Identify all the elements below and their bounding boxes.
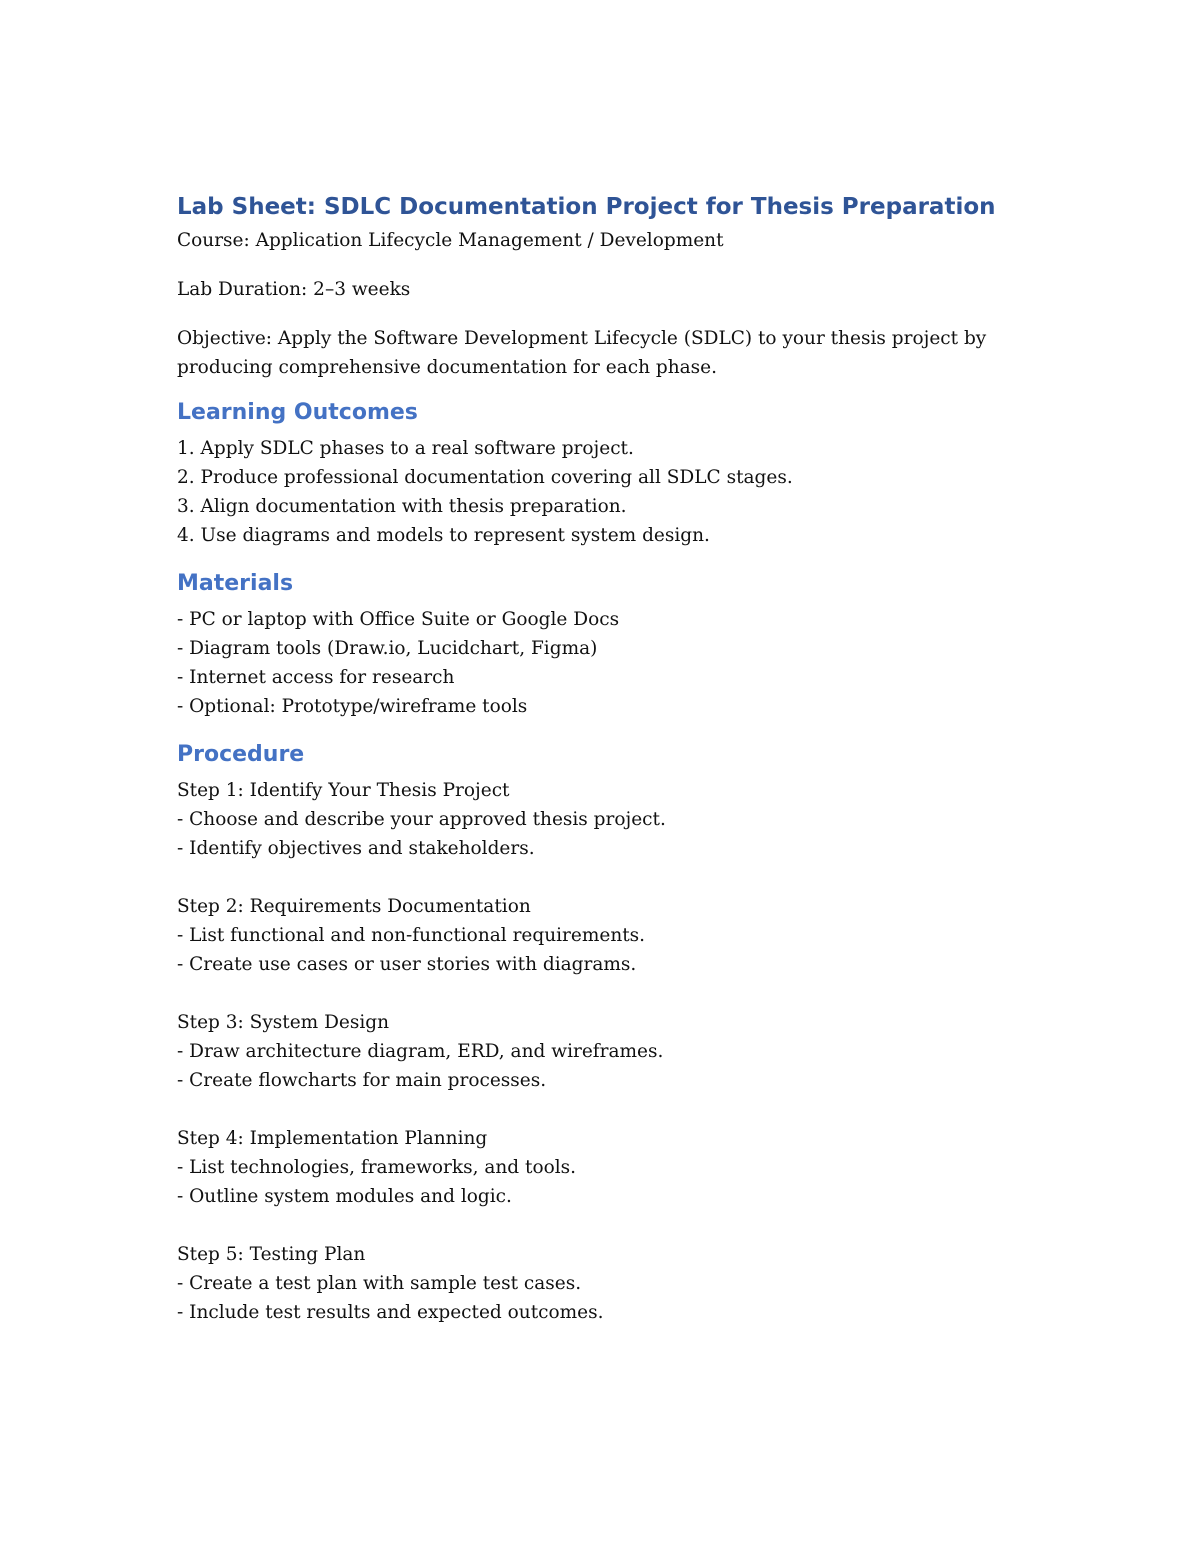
duration-line: Lab Duration: 2–3 weeks — [177, 279, 411, 300]
step-item: - List technologies, frameworks, and tools. — [177, 1157, 577, 1178]
list-item: 2. Produce professional documentation covering all SDLC stages. — [177, 467, 793, 488]
step-title: Step 2: Requirements Documentation — [177, 896, 531, 917]
materials-heading: Materials — [177, 571, 294, 596]
list-item: - PC or laptop with Office Suite or Google Docs — [177, 609, 620, 630]
step-title: Step 5: Testing Plan — [177, 1244, 366, 1265]
objective-paragraph: Objective: Apply the Software Development Lifecycle (SDLC) to your thesis project by producing comprehensive documentation for each phase. — [177, 328, 987, 378]
list-item: 3. Align documentation with thesis preparation. — [177, 496, 627, 517]
procedure-step-2 — [177, 892, 1017, 979]
list-item: - Diagram tools (Draw.io, Lucidchart, Figma) — [177, 638, 598, 659]
step-title: Step 4: Implementation Planning — [177, 1128, 488, 1149]
list-item: - Internet access for research — [177, 667, 455, 688]
procedure-step-3 — [177, 1008, 1017, 1095]
document-title: Lab Sheet: SDLC Documentation Project for Thesis Preparation — [177, 194, 996, 220]
procedure-step-5 — [177, 1240, 1017, 1327]
step-title: Step 1: Identify Your Thesis Project — [177, 780, 510, 801]
procedure-heading: Procedure — [177, 742, 305, 767]
list-item: - Optional: Prototype/wireframe tools — [177, 696, 528, 717]
learning-outcomes-heading: Learning Outcomes — [177, 400, 418, 425]
step-item: - Draw architecture diagram, ERD, and wireframes. — [177, 1041, 664, 1062]
step-item: - Identify objectives and stakeholders. — [177, 838, 535, 859]
procedure-step-4 — [177, 1124, 1017, 1211]
document-body — [177, 192, 1017, 1356]
step-item: - Create a test plan with sample test cases. — [177, 1273, 582, 1294]
procedure-step-1 — [177, 776, 1017, 863]
step-item: - Create use cases or user stories with diagrams. — [177, 954, 637, 975]
step-item: - Choose and describe your approved thesis project. — [177, 809, 666, 830]
learning-outcomes-list — [177, 434, 1017, 550]
step-item: - Outline system modules and logic. — [177, 1186, 512, 1207]
step-item: - Create flowcharts for main processes. — [177, 1070, 547, 1091]
materials-list — [177, 605, 1017, 721]
step-title: Step 3: System Design — [177, 1012, 390, 1033]
list-item: 4. Use diagrams and models to represent system design. — [177, 525, 710, 546]
list-item: 1. Apply SDLC phases to a real software project. — [177, 438, 634, 459]
step-item: - List functional and non-functional requirements. — [177, 925, 646, 946]
course-line: Course: Application Lifecycle Management / Development — [177, 230, 724, 251]
step-item: - Include test results and expected outcomes. — [177, 1302, 604, 1323]
